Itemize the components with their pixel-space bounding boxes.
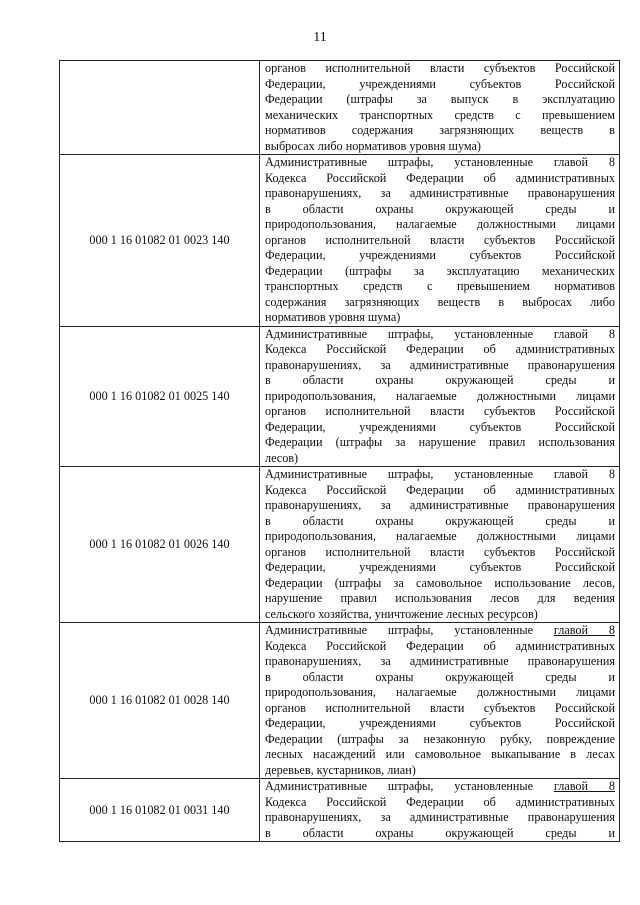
description-line: правонарушениях, за административные правонарушения bbox=[265, 186, 615, 200]
description-line: Федерации (штрафы за незаконную рубку, повреждение bbox=[265, 731, 615, 746]
description-line: деревьев, кустарников, лиан) bbox=[265, 762, 416, 777]
description-cell bbox=[260, 467, 620, 623]
description-line: органов исполнительной власти субъектов Российской bbox=[265, 61, 615, 75]
description-cell bbox=[260, 779, 620, 842]
description-line: лесов) bbox=[265, 450, 299, 465]
description-line: Федерации (штрафы за эксплуатацию механических bbox=[265, 263, 615, 278]
description-line: природопользования, налагаемые должностными лицами bbox=[265, 388, 615, 403]
description-line: правонарушениях, за административные правонарушения bbox=[265, 357, 615, 372]
description-line: Федерации, учреждениями субъектов Российской bbox=[265, 248, 615, 262]
description-line: природопользования, налагаемые должностными лицами bbox=[265, 685, 615, 699]
description-line: в области охраны окружающей среды и bbox=[265, 669, 615, 684]
description-line: Федерации, учреждениями субъектов Российской bbox=[265, 560, 615, 574]
description-line: органов исполнительной власти субъектов Российской bbox=[265, 404, 615, 418]
budget-code-cell: 000 1 16 01082 01 0026 140 bbox=[60, 467, 260, 623]
description-line: природопользования, налагаемые должностными лицами bbox=[265, 217, 615, 231]
description-line: Федерации (штрафы за выпуск в эксплуатацию bbox=[265, 92, 615, 106]
budget-code-cell: 000 1 16 01082 01 0023 140 bbox=[60, 155, 260, 327]
description-line: Административные штрафы, установленные главой 8 bbox=[265, 779, 615, 793]
description-line: органов исполнительной власти субъектов Российской bbox=[265, 544, 615, 559]
page-number: 11 bbox=[313, 30, 327, 45]
budget-code-cell: 000 1 16 01082 01 0031 140 bbox=[60, 779, 260, 842]
description-line: Кодекса Российской Федерации об административных bbox=[265, 482, 615, 497]
description-line: органов исполнительной власти субъектов Российской bbox=[265, 700, 615, 715]
description-line: лесных насаждений или самовольное выкапывание в лесах bbox=[265, 747, 615, 761]
description-line: транспортных средств с превышением нормативов bbox=[265, 279, 615, 293]
description-line: Федерации (штрафы за нарушение правил использования bbox=[265, 435, 615, 449]
description-line: содержания загрязняющих веществ в выбросах либо bbox=[265, 294, 615, 309]
description-line: Кодекса Российской Федерации об административных bbox=[265, 638, 615, 653]
description-line: Федерации, учреждениями субъектов Российской bbox=[265, 419, 615, 434]
description-cell bbox=[260, 326, 620, 467]
description-line: Кодекса Российской Федерации об административных bbox=[265, 170, 615, 185]
table-row bbox=[60, 467, 620, 623]
description-line: природопользования, налагаемые должностными лицами bbox=[265, 529, 615, 543]
description-line: правонарушениях, за административные правонарушения bbox=[265, 654, 615, 668]
description-line: в области охраны окружающей среды и bbox=[265, 513, 615, 528]
description-line: Кодекса Российской Федерации об административных bbox=[265, 794, 615, 809]
description-cell bbox=[260, 155, 620, 327]
description-cell bbox=[260, 623, 620, 779]
description-line: Федерации (штрафы за самовольное использование лесов, bbox=[265, 575, 615, 590]
description-cell bbox=[260, 61, 620, 155]
table-row bbox=[60, 61, 620, 155]
description-line: в области охраны окружающей среды и bbox=[265, 373, 615, 387]
table-row bbox=[60, 623, 620, 779]
table-row bbox=[60, 155, 620, 327]
chapter-reference-link: главой 8 bbox=[553, 623, 615, 637]
description-line: Федерации, учреждениями субъектов Российской bbox=[265, 716, 615, 730]
budget-code-cell bbox=[60, 61, 260, 155]
description-line: Административные штрафы, установленные главой 8 bbox=[265, 467, 615, 481]
budget-code-cell: 000 1 16 01082 01 0025 140 bbox=[60, 326, 260, 467]
description-line: Кодекса Российской Федерации об административных bbox=[265, 342, 615, 356]
description-line: Административные штрафы, установленные главой 8 bbox=[265, 155, 615, 169]
budget-code-table bbox=[59, 60, 620, 842]
description-line: в области охраны окружающей среды и bbox=[265, 201, 615, 216]
budget-code-cell: 000 1 16 01082 01 0028 140 bbox=[60, 623, 260, 779]
description-line: Федерации, учреждениями субъектов Российской bbox=[265, 76, 615, 91]
description-line: в области охраны окружающей среды и bbox=[265, 825, 615, 840]
description-line: нормативов содержания загрязняющих веществ в bbox=[265, 123, 615, 137]
table-row bbox=[60, 326, 620, 467]
description-line: выбросах либо нормативов уровня шума) bbox=[265, 138, 481, 153]
description-line: сельского хозяйства, уничтожение лесных ресурсов) bbox=[265, 606, 538, 621]
description-line: Административные штрафы, установленные главой 8 bbox=[265, 623, 615, 637]
description-line: правонарушениях, за административные правонарушения bbox=[265, 498, 615, 512]
chapter-reference-link: главой 8 bbox=[553, 779, 615, 793]
description-line: нарушение правил использования лесов для ведения bbox=[265, 591, 615, 605]
table-row bbox=[60, 779, 620, 842]
description-line: Административные штрафы, установленные главой 8 bbox=[265, 326, 615, 341]
description-line: нормативов уровня шума) bbox=[265, 310, 401, 324]
description-line: правонарушениях, за административные правонарушения bbox=[265, 810, 615, 824]
description-line: органов исполнительной власти субъектов Российской bbox=[265, 232, 615, 247]
description-line: механических транспортных средств с превышением bbox=[265, 107, 615, 122]
